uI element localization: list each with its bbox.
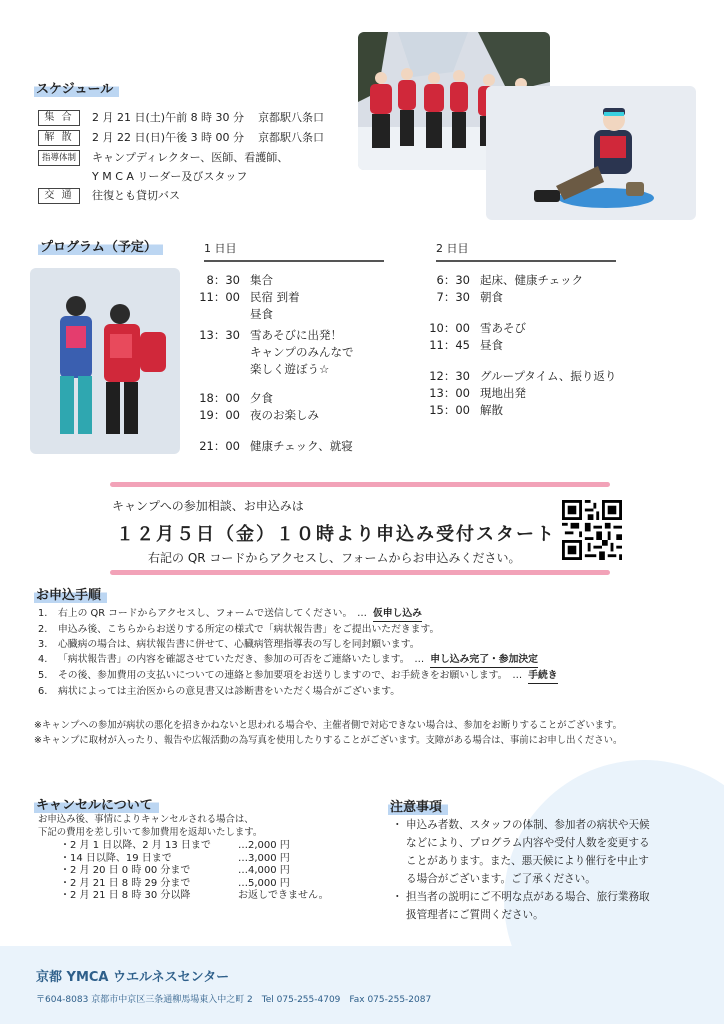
list-item: ・2 月 21 日 8 時 29 分まで …5,000 円 [60,877,290,889]
list-item: 4. 「病状報告書」の内容を確認させていただき、参加の可否をご連絡いたします。 … 申し込み完了・参加決定 [38,652,558,668]
day1-heading: 1 日目 [204,240,384,262]
pink-divider-top [110,482,610,487]
cancel-fee-list [60,840,329,903]
program-item: 10：00 雪あそび [429,321,526,335]
organization-name: 京都 YMCA ウエルネスセンター [36,970,230,985]
schedule-key: 解 散 [38,130,80,146]
program-item: 13：00 現地出発 [429,386,526,400]
schedule-row-dismiss [38,130,324,150]
steps-list [38,606,558,699]
walking-photo [30,268,180,454]
caution-list [392,816,672,924]
program-item: 21：00 健康チェック、就寝 [199,439,353,453]
program-title: プログラム（予定） [38,236,163,255]
list-item: ・2 月 1 日以降、2 月 13 日まで …2,000 円 [60,840,290,851]
program-item: キャンプのみんなで [250,345,354,359]
schedule-title: スケジュール [34,78,119,97]
apply-instructions: 右記の QR コードからアクセスし、フォームからお申込みください。 [148,551,521,565]
caution-title: 注意事項 [388,796,448,815]
program-item: 19：00 夜のお楽しみ [199,408,319,422]
steps-title: お申込手順 [34,584,107,603]
program-item: 15：00 解散 [429,403,503,417]
day1-program [190,272,354,455]
program-item: 昼食 [250,307,273,321]
list-item: ・2 月 21 日 8 時 30 分以降 お返しできません。 [60,890,329,902]
schedule-staff-line1: キャンプディレクター、医師、看護師、 [92,151,289,164]
list-item: ・ 担当者の説明にご不明な点がある場合、旅行業務取 扱管理者にご質問ください。 [392,891,650,921]
note-refusal: ※キャンプへの参加が病状の悪化を招きかねないと思われる場合や、主催者側で対応できない場合は、参加をお断りすることがございます。 [34,720,622,731]
notes [34,718,622,748]
program-item: 楽しく遊ぼう☆ [250,362,330,376]
qr-code[interactable] [562,500,622,560]
note-photos: ※キャンプに取材が入ったり、報告や広報活動の為写真を使用したりすることがございます。支障がある場合は、事前にお申し出ください。 [34,735,623,746]
day2-program [420,272,616,419]
footer [0,946,724,1024]
list-item: 2. 申込み後、こちらからお送りする所定の様式で「病状報告書」をご提出いただきます。 [38,624,440,635]
schedule-date: 2 月 21 日(土)午前 8 時 30 分 [92,111,245,124]
schedule-key: 交 通 [38,188,80,204]
program-item: 7：30 朝食 [436,290,503,304]
list-item: 5. その後、参加費用の支払いについての連絡と参加要項をお送りしますので、お手続きをお願いします。 … 手続き [38,668,558,684]
day2-heading: 2 日目 [436,240,616,262]
schedule-row-staff [38,150,324,188]
schedule-key: 指導体制 [38,150,80,166]
sled-photo [486,86,696,220]
pink-divider-bottom [110,570,610,575]
cancel-intro: お申込み後、事情によりキャンセルされる場合は、 下記の費用を差し引いて参加費用を返却いたします。 [38,814,263,838]
schedule-transport: 往復とも貸切バス [92,189,180,202]
cancel-title: キャンセルについて [34,794,159,813]
apply-start-date: １２月５日（金）１０時より申込み受付スタート [116,524,556,545]
program-item: 8：30 集合 [206,273,273,287]
list-item: ・ 申込み者数、スタッフの体制、参加者の病状や天候 などにより、プログラム内容や受付人数を変更する ことがあります。また、悪天候により催行を中止す る場合がございます。ご了承ください。 [392,819,650,885]
list-item: 3. 心臓病の場合は、病状報告書に併せて、心臓病管理指導表の写しを同封願います。 [38,639,420,650]
program-item: 12：30 グループタイム、振り返り [429,369,617,383]
schedule-place: 京都駅八条口 [258,131,325,144]
schedule-table [38,110,324,208]
schedule-date: 2 月 22 日(日)午後 3 時 00 分 [92,131,245,144]
list-item: ・14 日以降、19 日まで …3,000 円 [60,852,290,864]
schedule-row-assemble [38,110,324,130]
organization-address: 〒604-8083 京都市中京区三条通柳馬場東入中之町 2 Tel 075-255-4709 Fax 075-255-2087 [36,995,432,1005]
program-item: 11：45 昼食 [429,338,503,352]
list-item: 6. 病状によっては主治医からの意見書又は診断書をいただく場合がございます。 [38,686,401,697]
program-item: 13：30 雪あそびに出発！ [199,328,342,342]
apply-intro: キャンプへの参加相談、お申込みは [112,499,304,513]
schedule-staff-line2: Y M C A リーダー及びスタッフ [92,170,248,183]
schedule-place: 京都駅八条口 [258,111,325,124]
list-item: ・2 月 20 日 0 時 00 分まで …4,000 円 [60,865,290,877]
list-item: 1. 右上の QR コードからアクセスし、フォームで送信してください。 … 仮申し込み [38,606,558,622]
program-item: 11：00 民宿 到着 [199,290,300,304]
schedule-row-transport [38,188,324,208]
schedule-key: 集 合 [38,110,80,126]
program-item: 6：30 起床、健康チェック [436,273,584,287]
program-item: 18：00 夕食 [199,391,273,405]
